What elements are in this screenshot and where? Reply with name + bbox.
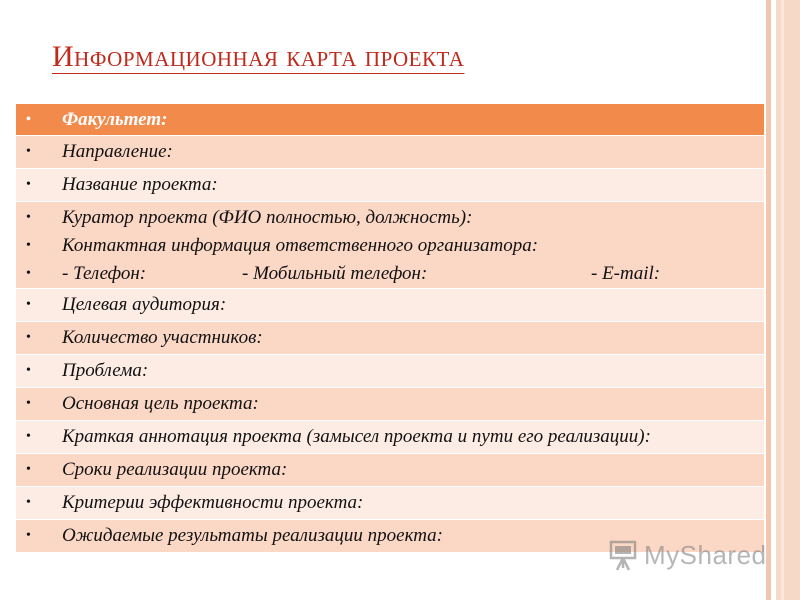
page-title: Информационная карта проекта [52,40,465,73]
bullet: • [26,210,31,225]
table-row-faculty [16,104,764,136]
bullet: • [26,528,31,543]
row-label: Сроки реализации проекта: [62,459,288,480]
bullet: • [26,297,31,312]
row-label: Контактная информация ответственного организатора: [62,235,539,256]
row-label: Проблема: [62,360,149,381]
list-item [26,232,764,260]
presentation-board-icon [608,538,642,572]
bullet: • [26,495,31,510]
watermark-text: MyShared [644,540,767,570]
row-label: Факультет: [62,109,168,130]
row-label: Количество участников: [62,327,263,348]
decorative-stripe [781,0,784,600]
watermark-logo [608,538,768,572]
bullet: • [26,177,31,192]
row-label: Краткая аннотация проекта (замысел проекта и пути его реализации): [62,426,651,447]
decorative-stripe [776,0,800,600]
decorative-stripe [766,0,771,600]
list-item [26,260,764,288]
bullet: • [26,112,31,127]
bullet: • [26,144,31,159]
table-row-curator-contacts [16,202,764,289]
row-label: Ожидаемые результаты реализации проекта: [62,525,443,546]
table-row-direction [16,136,764,169]
row-label: Основная цель проекта: [62,393,259,414]
table-row-problem [16,355,764,388]
info-table [16,104,764,553]
phone-label: - Телефон: [62,263,147,284]
bullet: • [26,462,31,477]
bullet: • [26,429,31,444]
table-row-target-audience [16,289,764,322]
table-row-timeline [16,454,764,487]
row-label: Название проекта: [62,174,218,195]
row-label: Целевая аудитория: [62,294,227,315]
table-row-criteria [16,487,764,520]
table-row-participants [16,322,764,355]
table-row-project-name [16,169,764,202]
bullet: • [26,266,31,281]
bullet: • [26,363,31,378]
mobile-phone-label: - Мобильный телефон: [242,263,428,284]
row-label: Направление: [62,141,173,162]
bullet: • [26,330,31,345]
row-label: Критерии эффективности проекта: [62,492,364,513]
list-item [26,204,764,232]
bullet: • [26,238,31,253]
table-row-goal [16,388,764,421]
email-label: - E-mail: [591,263,661,284]
table-row-annotation [16,421,764,454]
bullet: • [26,396,31,411]
row-label: Куратор проекта (ФИО полностью, должность): [62,207,473,228]
